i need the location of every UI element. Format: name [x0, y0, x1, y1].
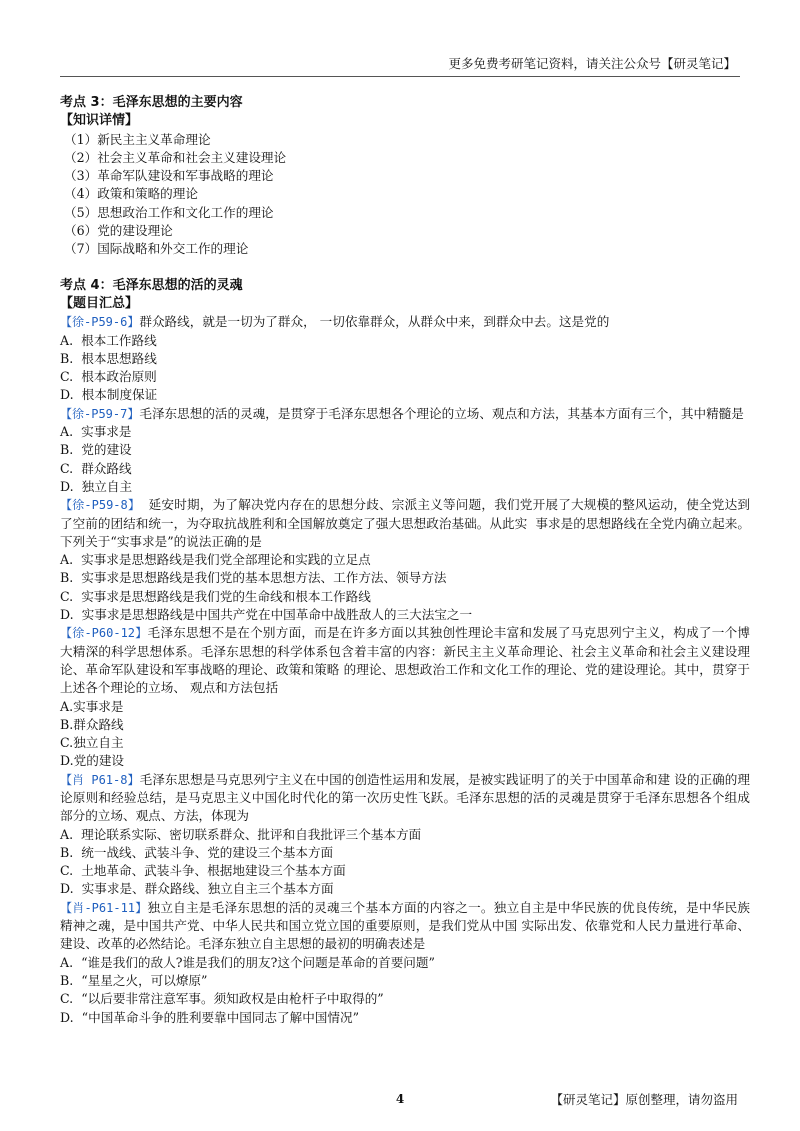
option: B. 根本思想路线	[60, 350, 157, 366]
option: A. “谁是我们的敌人?谁是我们的朋友?这个问题是革命的首要问题”	[60, 954, 435, 970]
page-number: 4	[395, 1092, 405, 1106]
question-tag: 【肖 P61-8】	[60, 772, 140, 787]
question-2	[60, 405, 750, 496]
option: A. 实事求是	[60, 424, 132, 440]
question-stem: 延安时期，为了解决党内存在的思想分歧、宗派主义等问题，我们党开展了大规模的整风运动，使全党达到了空前的团结和统一，为夺取抗战胜利和全国解放奠定了强大思想政治基础。从此实 事求是的思想路线在全党内确立起来。下列关于“实事求是”的说法正确的是	[60, 497, 750, 549]
question-tag: 【徐-P59-7】	[60, 406, 140, 421]
question-tag: 【徐-P60-12】	[60, 626, 148, 641]
option: D. 实事求是、群众路线、独立自主三个基本方面	[60, 881, 334, 897]
question-stem: 独立自主是毛泽东思想的活的灵魂三个基本方面的内容之一。独立自主是中华民族的优良传统，是中华民族精神之魂，是中国共产党、中华人民共和国立党立国的重要原则，是我们党从中国 实际出发、依靠党和人民力量进行革命、建设、改革的必然结论。毛泽东独立自主思想的最初的明确表述是	[60, 899, 751, 952]
option: C. 根本政治原则	[60, 369, 157, 385]
question-stem: 群众路线，就是一切为了群众， 一切依靠群众，从群众中来，到群众中去。这是党的	[139, 314, 610, 330]
option: C. 实事求是思想路线是我们党的生命线和根本工作路线	[60, 588, 371, 604]
option: A.实事求是	[60, 698, 124, 714]
option: D. 根本制度保证	[60, 387, 158, 403]
question-stem: 毛泽东思想不是在个别方面，而是在许多方面以其独创性理论丰富和发展了马克思列宁主义，构成了一个博大精深的科学思想体系。毛泽东思想的科学体系包含着丰富的内容：新民主主义革命理论、社会主义革命和社会主义建设理论、革命军队建设和军事战略的理论、政策和策略 的理论、思想政治工作和文化工作的理论、党的建设理论。其中，贯穿于上述各个理论的立场、 观点和方法包括	[60, 625, 751, 696]
section4-subtitle: 【题目汇总】	[60, 295, 139, 311]
footer-note: 【研灵笔记】原创整理，请勿盗用	[550, 1092, 738, 1107]
option: A. 实事求是思想路线是我们党全部理论和实践的立足点	[60, 552, 371, 568]
section3-list	[60, 131, 750, 259]
option: C.独立自主	[60, 735, 124, 751]
question-5	[60, 771, 750, 899]
question-stem: 毛泽东思想是马克思列宁主义在中国的创造性运用和发展，是被实践证明了的关于中国革命和建 设的正确的理论原则和经验总结，是马克思主义中国化时代化的第一次历史性飞跃。毛泽东思想的活的灵魂是贯穿于毛泽东思想各个组成部分的立场、观点、方法，体现为	[60, 771, 750, 824]
page-body	[60, 94, 750, 1027]
question-1	[60, 313, 750, 404]
option: C. 群众路线	[60, 460, 132, 476]
option: B.群众路线	[60, 716, 124, 732]
option: C. “以后要非常注意军事。须知政权是由枪杆子中取得的”	[60, 991, 384, 1007]
option: C. 土地革命、武装斗争、根据地建设三个基本方面	[60, 863, 346, 879]
question-tag: 【肖-P61-11】	[60, 900, 148, 915]
section3-title: 考点 3：毛泽东思想的主要内容	[60, 95, 243, 110]
list-item: （3）革命军队建设和军事战略的理论	[64, 168, 274, 184]
header-divider	[60, 76, 740, 77]
list-item: （6）党的建设理论	[64, 223, 173, 239]
list-item: （1）新民主主义革命理论	[64, 131, 211, 147]
option: B. 统一战线、武装斗争、党的建设三个基本方面	[60, 844, 334, 860]
question-4	[60, 624, 750, 770]
list-item: （5）思想政治工作和文化工作的理论	[64, 204, 274, 220]
header-note: 更多免费考研笔记资料，请关注公众号【研灵笔记】	[448, 56, 736, 71]
option: A. 根本工作路线	[60, 332, 157, 348]
question-stem: 毛泽东思想的活的灵魂，是贯穿于毛泽东思想各个理论的立场、观点和方法，其基本方面有三个，其中精髓是	[139, 405, 744, 421]
list-item: （7）国际战略和外交工作的理论	[64, 241, 249, 257]
option: B. “星星之火，可以燎原”	[60, 972, 208, 988]
option: A. 理论联系实际、密切联系群众、批评和自我批评三个基本方面	[60, 826, 422, 842]
option: B. 实事求是思想路线是我们党的基本思想方法、工作方法、领导方法	[60, 570, 447, 586]
option: B. 党的建设	[60, 442, 132, 458]
option: D. 独立自主	[60, 478, 133, 494]
list-item: （4）政策和策略的理论	[64, 186, 198, 202]
section3-subtitle: 【知识详情】	[60, 113, 139, 129]
option: D. 实事求是思想路线是中国共产党在中国革命中战胜敌人的三大法宝之一	[60, 607, 473, 623]
option: D. “中国革命斗争的胜利要靠中国同志了解中国情况”	[60, 1009, 360, 1025]
question-tag: 【徐-P59-6】	[60, 315, 140, 330]
question-6	[60, 899, 750, 1027]
question-tag: 【徐-P59-8】	[60, 498, 141, 513]
list-item: （2）社会主义革命和社会主义建设理论	[64, 149, 287, 165]
question-3	[60, 496, 750, 624]
option: D.党的建设	[60, 753, 125, 769]
section4-title: 考点 4：毛泽东思想的活的灵魂	[60, 277, 243, 293]
